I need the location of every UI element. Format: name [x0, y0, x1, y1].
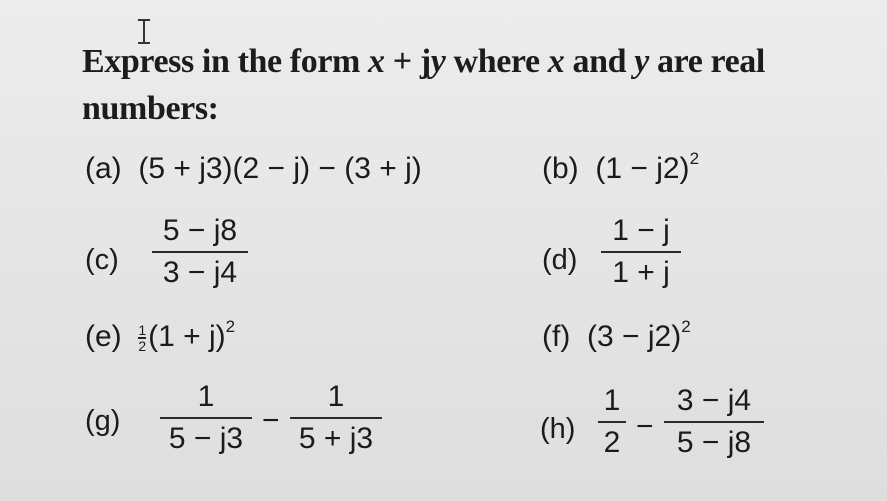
item-c-label: (c) — [85, 244, 119, 276]
item-a-expression: (5 + j3)(2 − j) − (3 + j) — [138, 152, 422, 185]
item-g-fraction-1 — [160, 380, 252, 456]
item-a — [85, 152, 422, 186]
item-h-minus: − — [636, 410, 654, 443]
item-b-label: (b) — [542, 152, 579, 185]
item-g-label: (g) — [85, 405, 121, 437]
item-e — [85, 317, 236, 354]
item-d-numerator: 1 − j — [612, 214, 670, 247]
item-e-exponent: 2 — [225, 317, 236, 336]
item-h-fraction-bar-2 — [664, 421, 764, 423]
item-d-fraction — [601, 214, 681, 290]
item-f-exponent: 2 — [681, 317, 691, 336]
item-a-label: (a) — [85, 152, 122, 185]
item-h-fraction-1 — [598, 384, 626, 460]
item-f — [542, 317, 691, 354]
item-h-fraction-2 — [664, 384, 764, 460]
item-g-numerator-2: 1 — [327, 380, 345, 413]
item-e-base: (1 + j) — [148, 320, 226, 353]
item-g-fraction-bar-1 — [160, 417, 252, 419]
item-h-numerator-2: 3 − j4 — [676, 384, 752, 417]
item-f-label: (f) — [542, 320, 571, 353]
item-c-fraction — [152, 214, 248, 290]
item-d-denominator: 1 + j — [612, 256, 670, 289]
item-h-denominator-2: 5 − j8 — [676, 426, 752, 459]
item-g-minus: − — [262, 404, 280, 437]
item-b-base: (1 − j2) — [595, 152, 690, 185]
item-c-denominator: 3 − j4 — [162, 256, 238, 289]
item-f-base: (3 − j2) — [587, 320, 682, 353]
item-g-numerator-1: 1 — [197, 380, 215, 413]
item-c-fraction-bar — [152, 251, 248, 253]
item-c-numerator: 5 − j8 — [162, 214, 238, 247]
item-b — [542, 149, 700, 186]
item-g-fraction-bar-2 — [290, 417, 382, 419]
item-g-denominator-1: 5 − j3 — [168, 422, 244, 455]
item-h-label: (h) — [540, 413, 576, 445]
item-e-label: (e) — [85, 320, 122, 353]
item-d-label: (d) — [542, 244, 578, 276]
item-g-fraction-2 — [290, 380, 382, 456]
item-g-denominator-2: 5 + j3 — [298, 422, 374, 455]
item-h-denominator-1: 2 — [603, 426, 621, 459]
question-intro: Express in the form x + jy where x and y are real numbers: — [82, 43, 765, 127]
item-b-exponent: 2 — [689, 149, 700, 168]
item-h-numerator-1: 1 — [603, 384, 621, 417]
item-d-fraction-bar — [601, 251, 681, 253]
item-h-fraction-bar-1 — [598, 421, 626, 423]
item-e-half: $\frac{1}{2}$ — [138, 322, 147, 354]
